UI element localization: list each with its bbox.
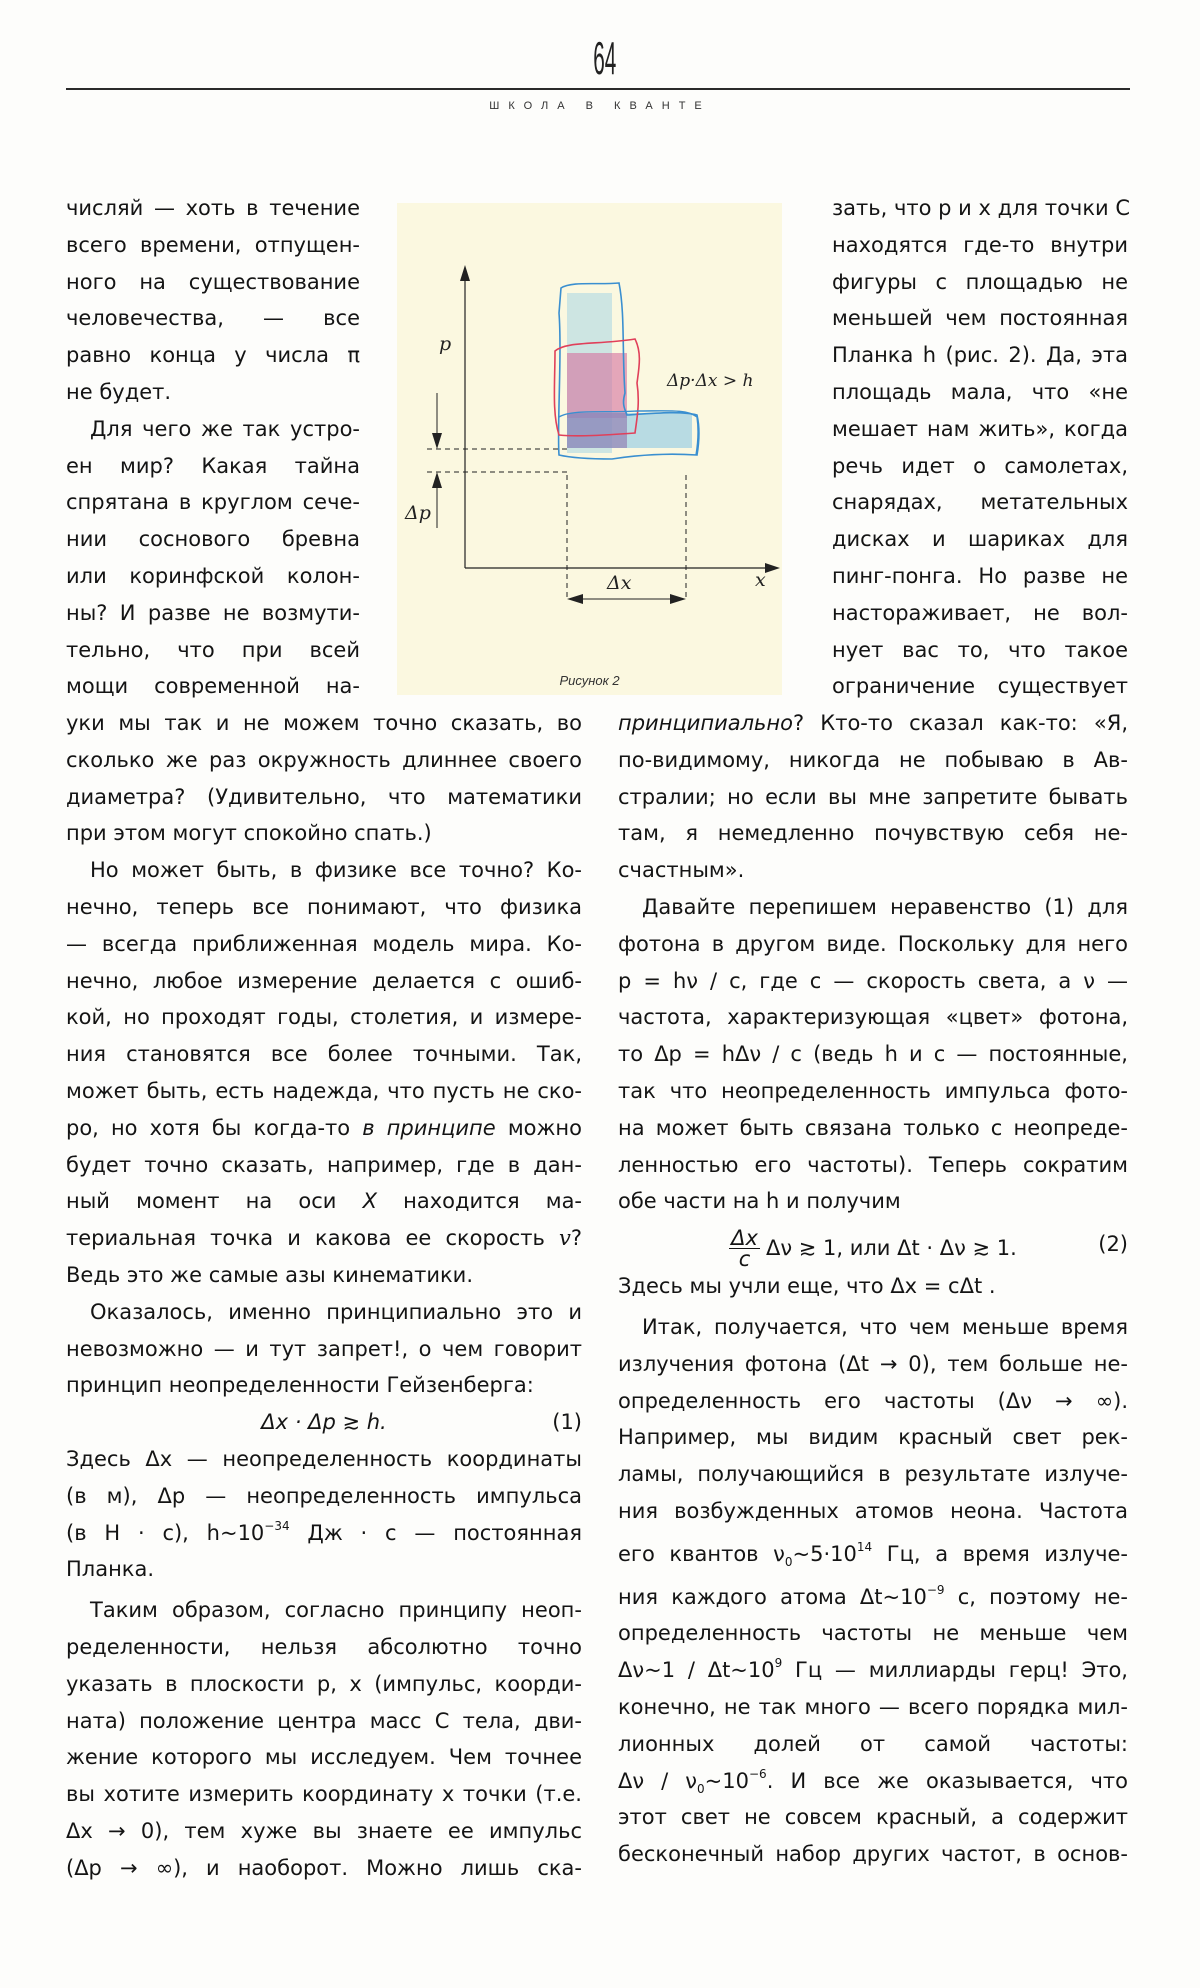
text-line: нует вас то, что такое [832, 637, 1128, 662]
text-line: Для чего же так устро- [90, 416, 360, 441]
delta-p-label: Δp [405, 502, 431, 524]
text-line: ния возбужденных атомов неона. Частота [618, 1498, 1128, 1523]
text-line: снарядах, метательных [832, 490, 1128, 515]
left-column-narrow [66, 190, 360, 705]
text-line: дисках и шариках для [832, 527, 1128, 552]
text-line: стралии; но если вы мне запретите бывать [618, 784, 1128, 809]
text-line: будет точно сказать, например, где в дан- [66, 1152, 582, 1177]
text-line: невозможно — и тут запрет!, о чем говорит [66, 1336, 582, 1361]
text-line: (Δp → ∞), и наоборот. Можно лишь ска- [66, 1855, 582, 1880]
equation-1 [66, 1404, 582, 1441]
equation-formula: Δx · Δp ≳ h. [261, 1410, 387, 1435]
text-line: мощи современной на- [66, 674, 360, 699]
text-line: определенность его частоты (Δν → ∞). [618, 1388, 1128, 1413]
text-line: зать, что p и x для точки C [832, 196, 1130, 220]
formula-label: Δp·Δx > h [667, 371, 754, 391]
text-line: по-видимому, никогда не побываю в Ав- [618, 747, 1128, 772]
text-line: Δν / $\nu_0\sim 10^{-6}$. И все же оказывается, что [618, 1766, 1128, 1796]
text-line: принципиально? Кто-то сказал как-то: «Я, [618, 711, 1128, 735]
text-line: излучения фотона (Δt → 0), тем больше не- [618, 1351, 1128, 1376]
text-line: p = hν / c, где c — скорость света, а ν — [618, 968, 1128, 993]
emphasis: принципиально [618, 711, 794, 735]
text-line: ната) положение центра масс C тела, дви- [66, 1708, 582, 1733]
header-rule [66, 88, 1130, 90]
text-line: Δx → 0), тем хуже вы знаете ее импульс [66, 1818, 582, 1843]
text-line: спрятана в круглом сече- [66, 490, 360, 515]
text-line: ограничение существует [832, 674, 1128, 699]
left-column-wide [66, 705, 582, 1887]
text-line: Давайте перепишем неравенство (1) для [642, 894, 1128, 919]
text-line: териальная точка и какова ее скорость v? [66, 1226, 582, 1251]
text-line: лионных долей от самой частоты: [618, 1731, 1128, 1756]
text-line: нечно, любое измерение делается с ошиб- [66, 968, 582, 993]
fraction-numerator: Δx [731, 1226, 758, 1251]
text-line: Но может быть, в физике все точно? Ко- [90, 858, 582, 883]
text-line: кой, но проходят годы, столетия, и измере- [66, 1005, 582, 1030]
text-line: (в м), Δp — неопределенность импульса [66, 1483, 582, 1508]
text-line: настораживает, не вол- [832, 600, 1128, 625]
figure-caption: Рисунок 2 [559, 673, 620, 688]
text-line: этот свет не совсем красный, а содержит [618, 1805, 1128, 1830]
text-line: на может быть связана только с неопреде- [618, 1115, 1128, 1140]
text-line: Оказалось, именно принципиально это и [90, 1299, 582, 1324]
text-line: уки мы так и не можем точно сказать, во [66, 711, 582, 735]
text-line: нии соснового бревна [66, 527, 360, 552]
text-line: Ведь это же самые азы кинематики. [66, 1262, 473, 1287]
text-line: нечно, теперь все понимают, что физика [66, 894, 582, 919]
text-line: Здесь мы учли еще, что Δx = cΔt . [618, 1274, 996, 1299]
page-number: 64 [593, 32, 617, 84]
text-line: фотона в другом виде. Поскольку для него [618, 931, 1128, 956]
text-line: его квантов $\nu_0\sim 5\cdot 10^{14}$ Гц, а время излуче- [618, 1539, 1128, 1569]
text-line: определенность частоты не меньше чем [618, 1621, 1128, 1646]
text-line: не будет. [66, 379, 172, 404]
text-line: счастным». [618, 858, 745, 883]
text-line: речь идет о самолетах, [832, 453, 1128, 478]
text-line: вы хотите измерить координату x точки (т.е. [66, 1782, 582, 1807]
text-line: жение которого мы исследуем. Чем точнее [66, 1745, 582, 1770]
equation-number: (1) [552, 1410, 582, 1435]
text-line: ния каждого атома $\Delta t\sim 10^{-9}$ с, поэтому не- [618, 1582, 1128, 1609]
axis-x-label: x [755, 569, 766, 591]
text-line: мешает нам жить», когда [832, 416, 1128, 441]
text-line: или коринфской колон- [66, 563, 360, 588]
text-line: равно конца у числа π [66, 343, 360, 368]
text-line: Здесь Δx — неопределенность координаты [66, 1446, 582, 1471]
text-line: ны? И разве не возмути- [66, 600, 360, 625]
figure-2 [397, 203, 782, 695]
text-line: находятся где-то внутри [832, 232, 1128, 257]
emphasis: в принципе [362, 1115, 496, 1140]
text-line: указать в плоскости p, x (импульс, коорди- [66, 1671, 582, 1696]
text-line: фигуры с площадью не [832, 269, 1128, 294]
text-line: обе части на h и получим [618, 1189, 901, 1214]
equation-formula: Δν ≳ 1, или Δt · Δν ≳ 1. [765, 1236, 1017, 1261]
right-column-narrow [832, 190, 1128, 705]
text-line: частота, характеризующая «цвет» фотона, [618, 1005, 1128, 1030]
axis-p-label: p [439, 333, 452, 355]
text-line: принцип неопределенности Гейзенберга: [66, 1373, 534, 1398]
text-line: — всегда приближенная модель мира. Ко- [66, 931, 582, 956]
text-line: Планка h (рис. 2). Да, эта [832, 343, 1128, 368]
text-line: пинг-понга. Но разве не [832, 563, 1128, 588]
uncertainty-diagram [397, 203, 782, 695]
text-line: при этом могут спокойно спать.) [66, 821, 432, 846]
equation-2 [618, 1220, 1128, 1272]
text-line: так что неопределенность импульса фото- [618, 1078, 1128, 1103]
text-line: диаметра? (Удивительно, что математики [66, 784, 582, 809]
text-line: ламы, получающийся в результате излуче- [618, 1462, 1128, 1487]
text-line: (в Н · с), $h\sim 10^{-34}$ Дж · с — постоянная [66, 1518, 582, 1545]
text-line: конечно, не так много — всего порядка мил- [618, 1694, 1128, 1719]
text-line: тельно, что при всей [66, 637, 360, 662]
text-line: ленностью его частоты). Теперь сократим [618, 1152, 1128, 1177]
text-line: площадь мала, что «не [832, 379, 1128, 404]
text-line: меньшей чем постоянная [832, 306, 1128, 331]
text-line: ный момент на оси X находится ма- [66, 1189, 583, 1214]
fraction-denominator: c [738, 1247, 751, 1272]
text-line: сколько же раз окружность длиннее своего [66, 747, 582, 772]
text-line: Δν~1 / $\Delta t\sim 10^9$ Гц — миллиарды герц! Это, [618, 1656, 1128, 1683]
text-line: ределенности, нельзя абсолютно точно [66, 1634, 582, 1659]
text-line: то Δp = hΔν / c (ведь h и c — постоянные, [618, 1042, 1128, 1067]
equation-number: (2) [1098, 1232, 1128, 1257]
text-line: Например, мы видим красный свет рек- [618, 1425, 1128, 1450]
text-line: Итак, получается, что чем меньше время [642, 1314, 1128, 1339]
text-line: ния становятся все более точными. Так, [66, 1042, 582, 1067]
right-column-wide [618, 705, 1128, 1873]
text-line: там, я немедленно почувствую себя не- [618, 821, 1128, 846]
text-line: ен мир? Какая тайна [66, 453, 360, 478]
text-line: человечества, — все [66, 306, 360, 331]
text-line: ро, но хотя бы когда-то в принципе можно [66, 1115, 583, 1140]
text-line: числяй — хоть в течение [66, 196, 360, 220]
text-line: может быть, есть надежда, что пусть не ско- [66, 1078, 582, 1103]
text-line: всего времени, отпущен- [66, 232, 360, 257]
delta-x-label: Δx [607, 572, 632, 594]
text-line: Таким образом, согласно принципу неоп- [90, 1598, 582, 1623]
running-head: ШКОЛА В КВАНТЕ [489, 100, 711, 112]
text-line: бесконечный набор других частот, в основ- [618, 1842, 1128, 1867]
text-line: ного на существование [66, 269, 360, 294]
text-line: Планка. [66, 1557, 155, 1582]
